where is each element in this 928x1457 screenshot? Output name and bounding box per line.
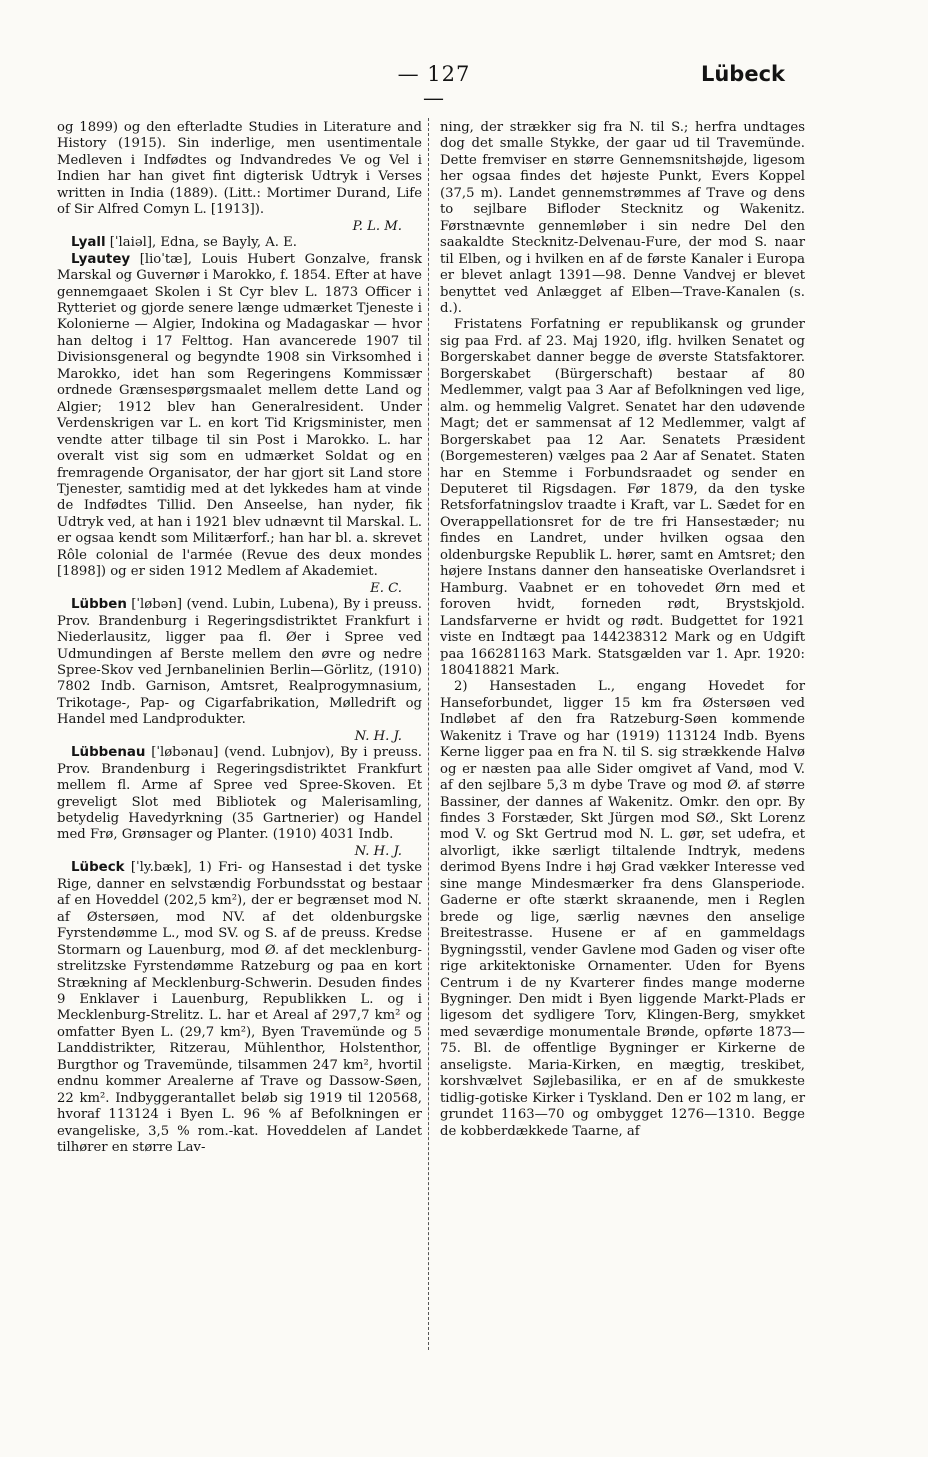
author-signature: E. C. bbox=[370, 580, 402, 596]
left-column bbox=[57, 120, 422, 1157]
author-signature: N. H. J. bbox=[354, 843, 402, 859]
author-signature: N. H. J. bbox=[354, 728, 402, 744]
page-number: — 127 — bbox=[397, 62, 471, 110]
paragraph: Fristatens Forfatning er republikansk og grunder sig paa Frd. af 23. Maj 1920, iflg. hvilken Senatet og Borgerskabet danner begge de øverste Statsfaktorer. Borgerskabet (Bürgerschaft) bestaar af 80 Medlemmer, valgt paa 3 Aar af Befolkningen ved lige, alm. og hemmelig Valgret. Senatet har den udøvende Magt; det er sammensat af 12 Medlemmer, valgt af Borgerskabet paa 12 Aar. Senatets Præsident (Borgemesteren) vælges paa 2 Aar af Senatet. Staten har en Stemme i Forbundsraadet og sender en Deputeret til Rigsdagen. Før 1879, da den tyske Retsforfatningslov traadte i Kraft, var L. Sædet for en Overappellationsret for de tre fri Hansestæder; nu findes en Landret, under hvilken ogsaa den oldenburgske Republik L. hører, samt en Amtsret; den højere Instans danner den hanseatiske Overlandsret i Hamburg. Vaabnet er en tohovedet Ørn med et foroven hvidt, forneden rødt, Brystskjold. Landsfarverne er hvidt og rødt. Budgettet for 1921 viste en Indtægt paa 144238312 Mark og en Udgift paa 166281163 Mark. Statsgælden var 1. Apr. 1920: 180418821 Mark. bbox=[440, 317, 805, 678]
column-divider bbox=[428, 118, 429, 1350]
signature-line bbox=[57, 844, 422, 860]
paragraph: 2) Hansestaden L., engang Hovedet for Hanseforbundet, ligger 15 km fra Østersøen ved Indløbet af den fra Ratzeburg-Søen kommende Wakenitz i Trave og har (1919) 113124 Indb. Byens Kerne ligger paa en fra N. til S. sig strækkende Halvø og er næsten paa alle Sider omgivet af Vand, mod V. af den sejlbare 5,3 m dybe Trave og mod Ø. af større Bassiner, der dannes af Wakenitz. Omkr. den opr. By findes 3 Forstæder, Skt Jürgen mod SØ., Skt Lorenz mod V. og Skt Gertrud mod N. L. gør, set udefra, et alvorligt, ikke særligt tiltalende Indtryk, medens derimod Byens Indre i høj Grad vækker Interesse ved sine mange Mindesmærker fra dens Glansperiode. Gaderne er ofte stærkt skraanende, men i Reglen brede og lige, særlig nævnes den anselige Breitestrasse. Husene er af en gammeldags Bygningsstil, vender Gavlene mod Gaden og viser ofte rige arkitektoniske Ornamenter. Uden for Byens Centrum i de ny Kvarterer findes mange moderne Bygninger. Den midt i Byen liggende Markt-Plads er ligesom det sydligere Torv, Klingen-Berg, smykket med seværdige monumentale Brønde, opførte 1873—75. Bl. de offentlige Bygninger er Kirkerne de anseligste. Maria-Kirken, en mægtig, treskibet, korshvælvet Søjlebasilika, er en af de smukkeste tidlig-gotiske Kirker i Tyskland. Den er 102 m lang, er grundet 1163—70 og ombygget 1276—1310. Begge de kobberdækkede Taarne, af bbox=[440, 679, 805, 1139]
entry-lubbenau: Lübbenau [ˈløbənau] (vend. Lubnjov), By i preuss. Prov. Brandenburg i Regeringsdistriktet Frankfurt mellem fl. Arme af Spree ved Spree-Skoven. Et greveligt Slot med Bibliotek og Malerisamling, betydelig Havedyrkning (35 Gartnerier) og Handel med Frø, Grønsager og Planter. (1910) 4031 Indb. bbox=[57, 745, 422, 843]
entry-lubben: Lübben [ˈløbən] (vend. Lubin, Lubena), By i preuss. Prov. Brandenburg i Regeringsdistriktet Frankfurt i Niederlausitz, ligger paa fl. Øer i Spree ved Udmundingen af Berste mellem den øvre og nedre Spree-Skov ved Jernbanelinien Berlin—Görlitz, (1910) 7802 Indb. Garnison, Amtsret, Realprogymnasium, Trikotage-, Pap- og Cigarfabrikation, Mølledrift og Handel med Landprodukter. bbox=[57, 597, 422, 728]
running-head: Lübeck bbox=[700, 62, 785, 86]
signature-line bbox=[57, 581, 422, 597]
entry-lubeck: Lübeck [ˈly.bæk], 1) Fri- og Hansestad i det tyske Rige, danner en selvstændig Forbundsstat og bestaar af en Hoveddel (202,5 km²), der er begrænset mod N. af Østersøen, mod NV. af det oldenburgske Fyrstendømme L., mod SV. og S. af de preuss. Kredse Stormarn og Lauenburg, mod Ø. af det mecklenburg-strelitzske Fyrstendømme Ratzeburg og paa en kort Strækning af Mecklenburg-Schwerin. Desuden findes 9 Enklaver i Lauenburg, Republikken L. og i Mecklenburg-Strelitz. L. har et Areal af 297,7 km² og omfatter Byen L. (29,7 km²), Byen Travemünde og 5 Landdistrikter, Ritzerau, Mühlenthor, Holstenthor, Burgthor og Travemünde, tilsammen 247 km², hvortil endnu kommer Arealerne af Trave og Dassow-Søen, 22 km². Indbyggerantallet beløb sig 1919 til 120568, hvoraf 113124 i Byen L. 96 % af Befolkningen er evangeliske, 3,5 % rom.-kat. Hoveddelen af Landet tilhører en større Lav- bbox=[57, 860, 422, 1156]
headword: Lübbenau bbox=[71, 745, 146, 761]
signature-line bbox=[57, 219, 422, 235]
signature-line bbox=[57, 729, 422, 745]
author-signature: P. L. M. bbox=[352, 218, 402, 234]
headword: Lyautey bbox=[71, 251, 131, 267]
entry-lyautey: Lyautey [lioˈtæ], Louis Hubert Gonzalve, fransk Marskal og Guvernør i Marokko, f. 1854. Efter at have gennemgaaet Skolen i St Cyr blev L. 1873 Officer i Rytteriet og gjorde senere længe udmærket Tjeneste i Kolonierne — Algier, Indokina og Madagaskar — hvor han deltog i 17 Felttog. Han avancerede 1907 til Divisionsgeneral og begyndte 1908 sin Virksomhed i Marokko, idet han som Regeringens Kommissær ordnede Grænsespørgsmaalet mellem dette Land og Algier; 1912 blev han Generalresident. Under Verdenskrigen var L. en kort Tid Krigsminister, men vendte atter tilbage til sin Post i Marokko. L. har overalt vist sig som en udmærket Soldat og en fremragende Organisator, der har gjort sit Land store Tjenester, samtidig med at det lykkedes ham at vinde de Indfødtes Tillid. Den Anseelse, han nyder, fik Udtryk ved, at han i 1921 blev udnævnt til Marskal. L. er ogsaa kendt som Militærforf.; han har bl. a. skrevet Rôle colonial de l'armée (Revue des deux mondes [1898]) og er siden 1912 Medlem af Akademiet. bbox=[57, 251, 422, 580]
headword: Lyall bbox=[71, 235, 106, 251]
headword: Lübben bbox=[71, 597, 127, 613]
headword: Lübeck bbox=[71, 860, 125, 876]
right-column bbox=[440, 120, 805, 1140]
paragraph: og 1899) og den efterladte Studies in Literature and History (1915). Sin inderlige, men usentimentale Medleven i Indfødtes og Indvandredes Ve og Vel i Indien har han givet fint digterisk Udtryk i Verses written in India (1889). (Litt.: Mortimer Durand, Life of Sir Alfred Comyn L. [1913]). bbox=[57, 120, 422, 218]
entry-lyall: Lyall [ˈlaiəl], Edna, se Bayly, A. E. bbox=[71, 235, 297, 251]
paragraph: ning, der strækker sig fra N. til S.; herfra undtages dog det smalle Stykke, der gaar ud til Travemünde. Dette fremviser en større Gennemsnitshøjde, ligesom her ogsaa findes det højeste Punkt, Evers Koppel (37,5 m). Landet gennemstrømmes af Trave og dens to sejlbare Bifloder Stecknitz og Wakenitz. Førstnævnte gennemløber i sin nedre Del den saakaldte Stecknitz-Delvenau-Fure, der mod S. naar til Elben, og i hvilken en af de første Kanaler i Europa er blevet anlagt 1391—98. Denne Vandvej er blevet benyttet ved Anlægget af Elben—Trave-Kanalen (s. d.). bbox=[440, 120, 805, 316]
